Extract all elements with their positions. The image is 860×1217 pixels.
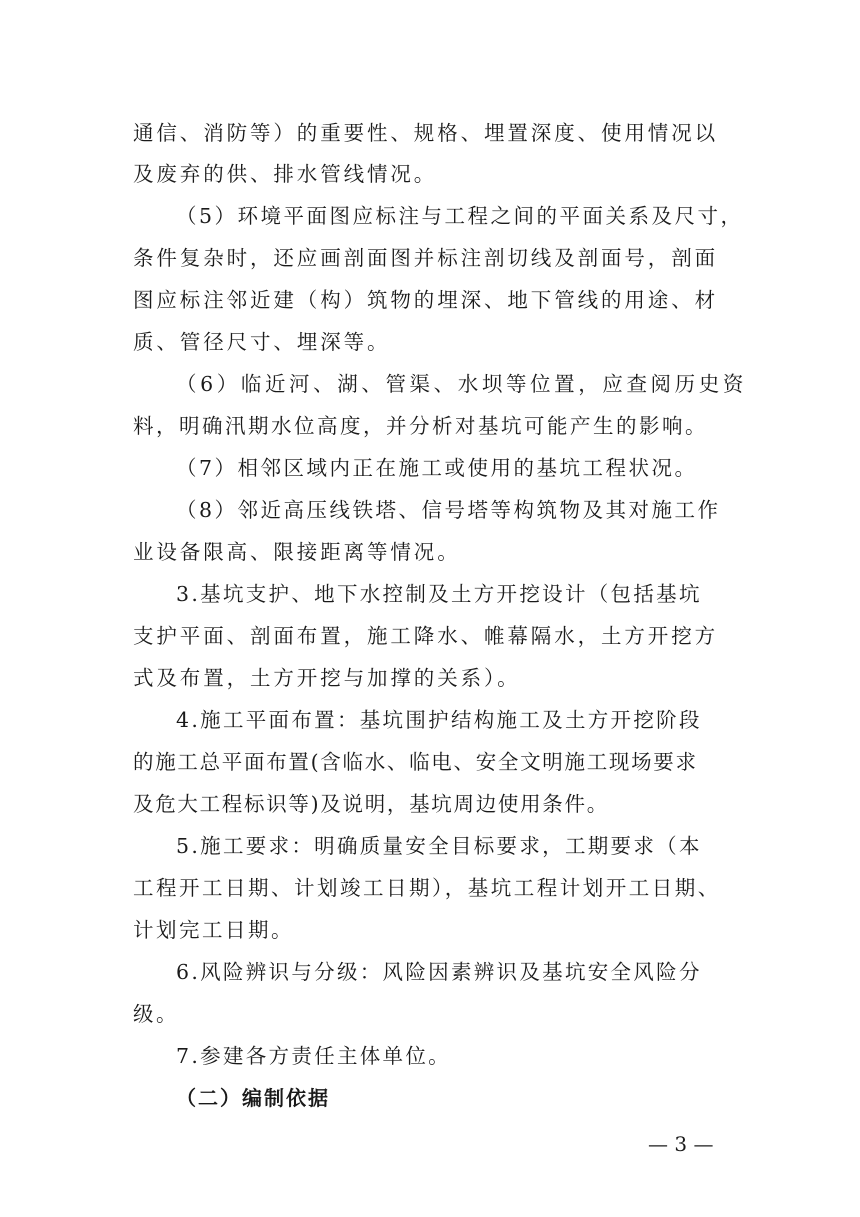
text-line: 及废弃的供、排水管线情况。 xyxy=(133,162,438,186)
text-line: 5.施工要求：明确质量安全目标要求，工期要求（本 xyxy=(176,834,702,858)
page-number: — 3 — xyxy=(648,1132,714,1156)
text-line: 条件复杂时，还应画剖面图并标注剖切线及剖面号，剖面 xyxy=(133,246,718,270)
text-line: 通信、消防等）的重要性、规格、埋置深度、使用情况以 xyxy=(133,121,718,145)
text-line: （5）环境平面图应标注与工程之间的平面关系及尺寸， xyxy=(176,204,744,228)
text-line: （8）邻近高压线铁塔、信号塔等构筑物及其对施工作 xyxy=(176,498,721,522)
text-line: （7）相邻区域内正在施工或使用的基坑工程状况。 xyxy=(176,456,698,480)
text-line: 料，明确汛期水位高度，并分析对基坑可能产生的影响。 xyxy=(133,414,708,438)
text-line: 7.参建各方责任主体单位。 xyxy=(176,1044,451,1068)
text-line: 及危大工程标识等)及说明，基坑周边使用条件。 xyxy=(133,792,609,816)
text-line: 图应标注邻近建（构）筑物的埋深、地下管线的用途、材 xyxy=(133,288,718,312)
text-line: （6）临近河、湖、管渠、水坝等位置，应查阅历史资 xyxy=(176,372,747,396)
text-line: 4.施工平面布置：基坑围护结构施工及土方开挖阶段 xyxy=(176,708,702,732)
text-line: 质、管径尺寸、埋深等。 xyxy=(133,330,391,354)
text-line: 工程开工日期、计划竣工日期），基坑工程计划开工日期、 xyxy=(133,876,721,900)
text-line: 3.基坑支护、地下水控制及土方开挖设计（包括基坑 xyxy=(176,582,702,606)
text-line: 6.风险辨识与分级：风险因素辨识及基坑安全风险分 xyxy=(176,960,702,984)
text-line: 计划完工日期。 xyxy=(133,918,294,942)
text-line: 式及布置，土方开挖与加撑的关系）。 xyxy=(133,666,521,690)
text-line: 级。 xyxy=(133,1002,179,1026)
section-heading: （二）编制依据 xyxy=(176,1086,330,1110)
text-line: 的施工总平面布置(含临水、临电、安全文明施工现场要求 xyxy=(133,750,698,774)
text-line: 支护平面、剖面布置，施工降水、帷幕隔水，土方开挖方 xyxy=(133,624,718,648)
text-line: 业设备限高、限接距离等情况。 xyxy=(133,540,461,564)
